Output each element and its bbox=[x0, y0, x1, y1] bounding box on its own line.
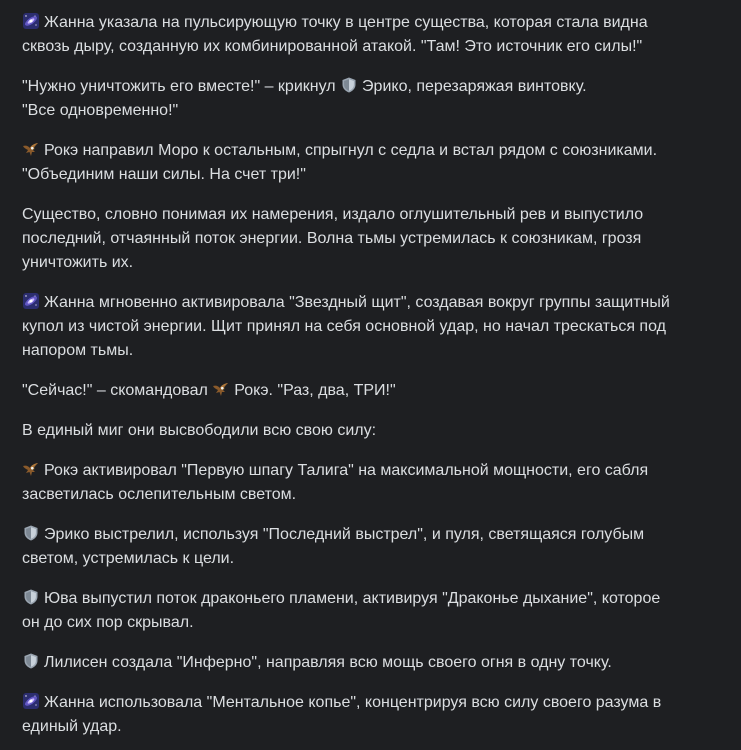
message-text: Юва выпустил поток драконьего пламени, активируя "Драконье дыхание", которое bbox=[44, 590, 661, 607]
message-line bbox=[22, 99, 701, 123]
message-line bbox=[22, 339, 701, 363]
message-line bbox=[22, 483, 701, 507]
message-paragraph bbox=[22, 651, 701, 675]
message-line bbox=[22, 291, 701, 315]
message-text: сквозь дыру, созданную их комбинированной атакой. "Там! Это источник его силы!" bbox=[22, 38, 643, 55]
message-line bbox=[22, 523, 701, 547]
message-text: он до сих пор скрывал. bbox=[22, 614, 194, 631]
shield-icon bbox=[22, 588, 40, 606]
message-line bbox=[22, 227, 701, 251]
message-text: Рокэ. "Раз, два, ТРИ!" bbox=[234, 382, 396, 399]
message-text: уничтожить их. bbox=[22, 254, 134, 271]
message-paragraph bbox=[22, 75, 701, 123]
message-text: Лилисен создала "Инферно", направляя всю мощь своего огня в одну точку. bbox=[44, 654, 612, 671]
message-text: В единый миг они высвободили всю свою силу: bbox=[22, 422, 377, 439]
message-paragraph bbox=[22, 587, 701, 635]
shield-icon bbox=[22, 652, 40, 670]
message-line bbox=[22, 163, 701, 187]
message-paragraph bbox=[22, 459, 701, 507]
shield-icon bbox=[340, 76, 358, 94]
message-line bbox=[22, 459, 701, 483]
message-text: единый удар. bbox=[22, 718, 122, 735]
shield-icon bbox=[22, 524, 40, 542]
message-line bbox=[22, 35, 701, 59]
message-paragraph bbox=[22, 203, 701, 275]
message-line bbox=[22, 691, 701, 715]
message-text: Жанна указала на пульсирующую точку в центре существа, которая стала видна bbox=[44, 14, 648, 31]
message-line bbox=[22, 379, 701, 403]
message-paragraph bbox=[22, 139, 701, 187]
message-paragraph bbox=[22, 379, 701, 403]
message-text: "Объединим наши силы. На счет три!" bbox=[22, 166, 306, 183]
message-paragraph bbox=[22, 691, 701, 739]
message-line bbox=[22, 587, 701, 611]
message-line bbox=[22, 611, 701, 635]
message-paragraph bbox=[22, 11, 701, 59]
message-line bbox=[22, 419, 701, 443]
message-paragraph bbox=[22, 419, 701, 443]
message-line bbox=[22, 203, 701, 227]
message-line bbox=[22, 251, 701, 275]
eagle-icon bbox=[212, 380, 230, 398]
message-text: засветилась ослепительным светом. bbox=[22, 486, 297, 503]
message-text: Существо, словно понимая их намерения, издало оглушительный рев и выпустило bbox=[22, 206, 644, 223]
message-line bbox=[22, 139, 701, 163]
message-text: Эрико выстрелил, используя "Последний выстрел", и пуля, светящаяся голубым bbox=[44, 526, 645, 543]
eagle-icon bbox=[22, 460, 40, 478]
galaxy-icon bbox=[22, 692, 40, 710]
message-line bbox=[22, 651, 701, 675]
message-text: "Сейчас!" – скомандовал bbox=[22, 382, 208, 399]
message-line bbox=[22, 75, 701, 99]
message-line bbox=[22, 11, 701, 35]
message-line bbox=[22, 547, 701, 571]
message-text: Рокэ активировал "Первую шпагу Талига" на максимальной мощности, его сабля bbox=[44, 462, 649, 479]
message-text: светом, устремилась к цели. bbox=[22, 550, 235, 567]
message-line bbox=[22, 315, 701, 339]
message-text: напором тьмы. bbox=[22, 342, 134, 359]
message-line bbox=[22, 715, 701, 739]
message-text: последний, отчаянный поток энергии. Волна тьмы устремилась к союзникам, грозя bbox=[22, 230, 642, 247]
message-text: Эрико, перезаряжая винтовку. bbox=[362, 78, 587, 95]
galaxy-icon bbox=[22, 292, 40, 310]
message-text: Жанна использовала "Ментальное копье", концентрируя всю силу своего разума в bbox=[44, 694, 662, 711]
message-text: купол из чистой энергии. Щит принял на себя основной удар, но начал трескаться под bbox=[22, 318, 666, 335]
message-text: Рокэ направил Моро к остальным, спрыгнул с седла и встал рядом с союзниками. bbox=[44, 142, 658, 159]
galaxy-icon bbox=[22, 12, 40, 30]
message-paragraph bbox=[22, 523, 701, 571]
message-text: "Нужно уничтожить его вместе!" – крикнул bbox=[22, 78, 336, 95]
message-text: Жанна мгновенно активировала "Звездный щит", создавая вокруг группы защитный bbox=[44, 294, 670, 311]
message-text: "Все одновременно!" bbox=[22, 102, 179, 119]
eagle-icon bbox=[22, 140, 40, 158]
message-paragraph bbox=[22, 291, 701, 363]
